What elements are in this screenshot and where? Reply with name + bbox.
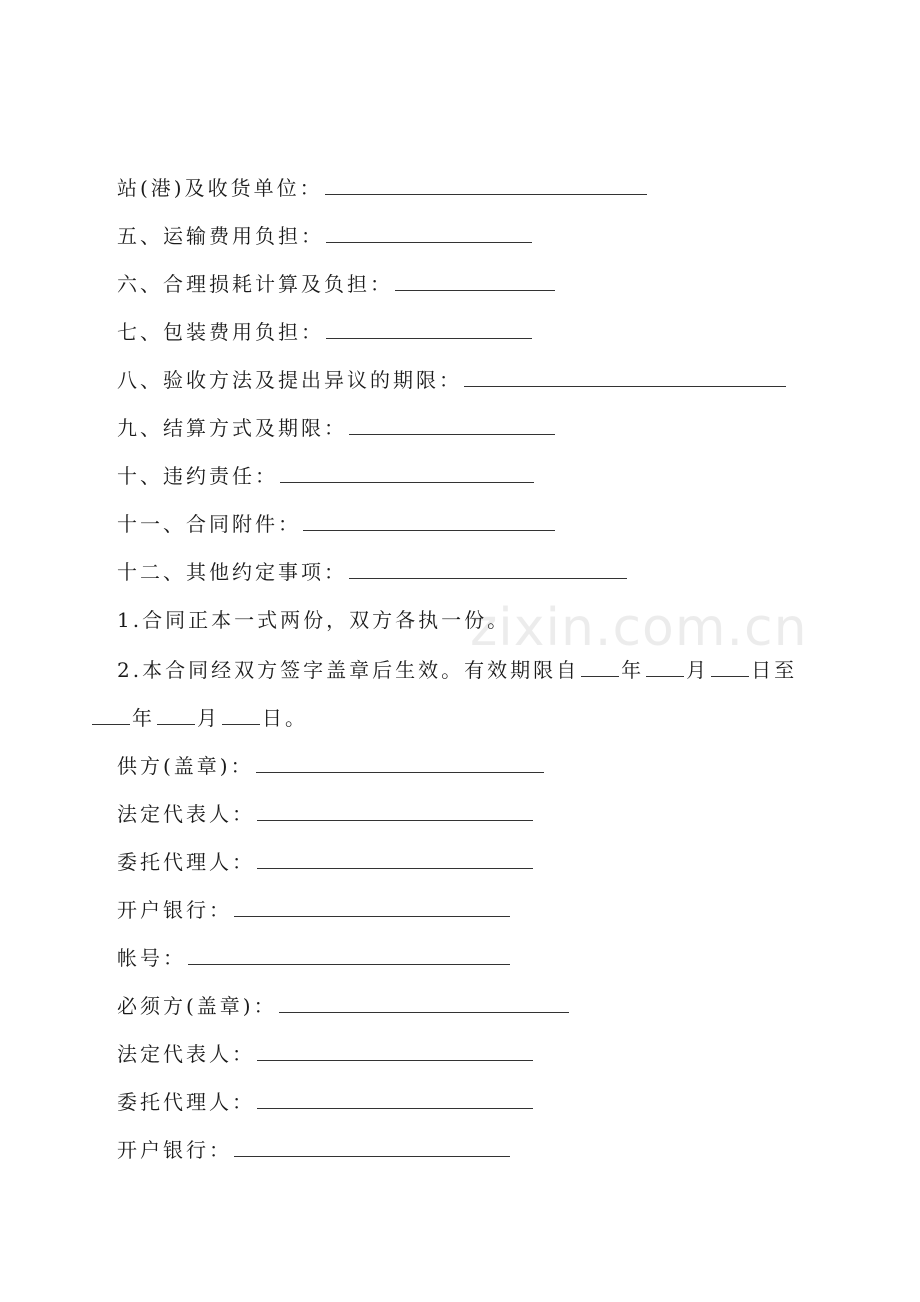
field-label: 委托代理人： — [117, 1090, 255, 1114]
field-breach-liability — [117, 462, 534, 490]
fill-blank[interactable] — [257, 848, 533, 869]
fill-blank[interactable] — [257, 800, 533, 821]
field-label: 法定代表人： — [117, 1042, 255, 1066]
signature-buyer-bank — [117, 1136, 510, 1164]
year-label: 年 — [621, 658, 645, 682]
field-other-matters — [117, 558, 627, 586]
month-label: 月 — [686, 658, 710, 682]
month-blank[interactable] — [157, 704, 195, 725]
field-label: 五、运输费用负担： — [117, 224, 324, 248]
fill-blank[interactable] — [464, 366, 786, 387]
day-end-label: 日。 — [262, 706, 308, 730]
field-contract-attachments — [117, 510, 555, 538]
signature-supplier-representative — [117, 800, 533, 828]
month-blank[interactable] — [646, 656, 684, 677]
clause-text: 2.本合同经双方签字盖章后生效。有效期限自 — [117, 658, 580, 682]
clause-validity-continued — [92, 704, 308, 732]
day-to-label: 日至 — [751, 658, 798, 682]
fill-blank[interactable] — [325, 174, 647, 195]
field-label: 开户银行： — [117, 898, 232, 922]
field-label: 十一、合同附件： — [117, 512, 301, 536]
field-inspection-method — [117, 366, 786, 394]
field-packaging-cost — [117, 318, 532, 346]
fill-blank[interactable] — [349, 558, 627, 579]
fill-blank[interactable] — [280, 462, 534, 483]
field-loss-calculation — [117, 270, 555, 298]
field-label: 帐号： — [117, 946, 186, 970]
signature-buyer-seal — [117, 992, 569, 1020]
clause-validity — [117, 656, 797, 684]
signature-supplier-account — [117, 944, 510, 972]
field-label: 站(港)及收货单位： — [117, 176, 323, 200]
fill-blank[interactable] — [326, 318, 532, 339]
field-label: 七、包装费用负担： — [117, 320, 324, 344]
fill-blank[interactable] — [188, 944, 510, 965]
field-label: 开户银行： — [117, 1138, 232, 1162]
fill-blank[interactable] — [234, 896, 510, 917]
day-blank[interactable] — [222, 704, 260, 725]
fill-blank[interactable] — [257, 1088, 533, 1109]
watermark-text: zixin.com.cn — [470, 598, 808, 658]
signature-supplier-seal — [117, 752, 544, 780]
field-label: 十、违约责任： — [117, 464, 278, 488]
field-transport-cost — [117, 222, 532, 250]
field-label: 八、验收方法及提出异议的期限： — [117, 368, 462, 392]
fill-blank[interactable] — [256, 752, 544, 773]
signature-supplier-bank — [117, 896, 510, 924]
fill-blank[interactable] — [349, 414, 555, 435]
field-label: 十二、其他约定事项： — [117, 560, 347, 584]
clause-copies — [117, 606, 510, 634]
day-blank[interactable] — [711, 656, 749, 677]
field-settlement-method — [117, 414, 555, 442]
fill-blank[interactable] — [395, 270, 555, 291]
year-label: 年 — [132, 706, 155, 730]
clause-text: 1.合同正本一式两份，双方各执一份。 — [117, 608, 511, 632]
fill-blank[interactable] — [257, 1040, 533, 1061]
signature-supplier-agent — [117, 848, 533, 876]
fill-blank[interactable] — [326, 222, 532, 243]
field-label: 委托代理人： — [117, 850, 255, 874]
field-label: 必须方(盖章)： — [117, 994, 277, 1018]
field-label: 法定代表人： — [117, 802, 255, 826]
field-station-consignee — [117, 174, 647, 202]
field-label: 六、合理损耗计算及负担： — [117, 272, 393, 296]
signature-buyer-agent — [117, 1088, 533, 1116]
signature-buyer-representative — [117, 1040, 533, 1068]
year-blank[interactable] — [92, 704, 130, 725]
fill-blank[interactable] — [279, 992, 569, 1013]
field-label: 供方(盖章)： — [117, 754, 254, 778]
fill-blank[interactable] — [234, 1136, 510, 1157]
year-blank[interactable] — [581, 656, 619, 677]
month-label: 月 — [197, 706, 220, 730]
field-label: 九、结算方式及期限： — [117, 416, 347, 440]
fill-blank[interactable] — [303, 510, 555, 531]
